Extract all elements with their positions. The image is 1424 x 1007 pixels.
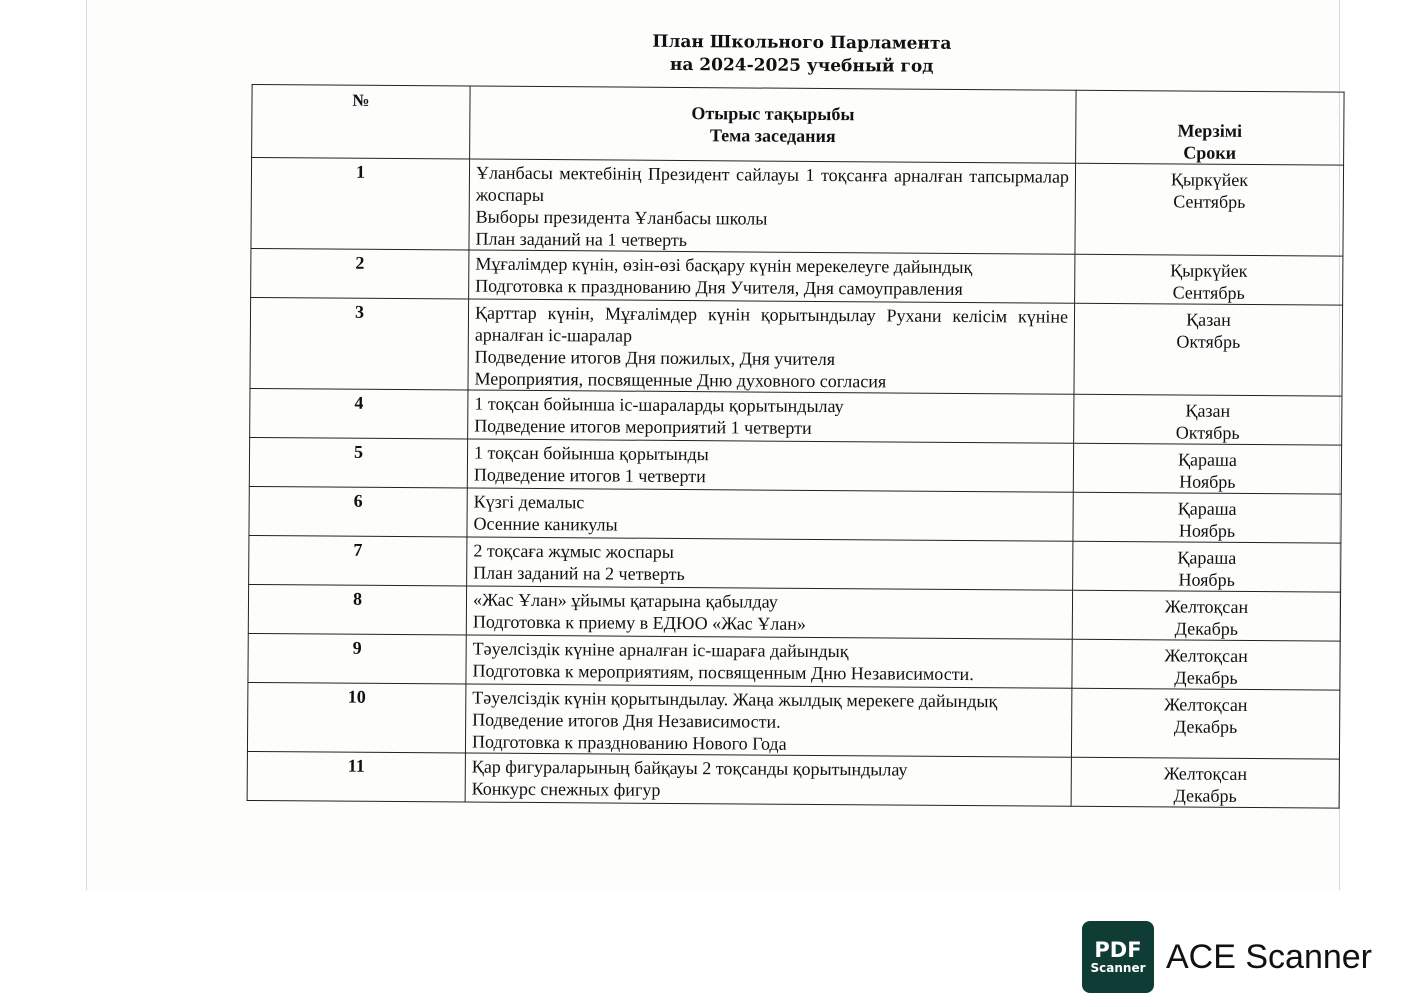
topic-line: Қар фигураларының байқауы 2 тоқсанды қорытындылау bbox=[471, 756, 908, 780]
row-number: 10 bbox=[247, 682, 465, 753]
topic-line: Подготовка к празднованию Нового Года bbox=[471, 731, 787, 754]
row-number: 11 bbox=[247, 751, 465, 802]
row-term bbox=[1075, 254, 1343, 305]
table-row bbox=[248, 584, 1340, 641]
row-topic bbox=[467, 537, 1073, 590]
topic-line: Осенние каникулы bbox=[473, 513, 618, 535]
topic-line: Подготовка к празднованию Дня Учителя, Дня самоуправления bbox=[475, 275, 963, 299]
row-term bbox=[1071, 688, 1339, 759]
term-ru: Ноябрь bbox=[1178, 520, 1236, 541]
term-kz: Желтоқсан bbox=[1164, 596, 1249, 617]
term-ru: Октябрь bbox=[1176, 331, 1241, 352]
row-number: 5 bbox=[249, 437, 467, 488]
topic-line: 1 тоқсан бойынша қорытынды bbox=[473, 442, 709, 465]
term-kz: Қараша bbox=[1178, 449, 1238, 470]
term-kz: Желтоқсан bbox=[1164, 694, 1248, 715]
row-term bbox=[1071, 757, 1339, 808]
table-row bbox=[249, 486, 1341, 543]
logo-text-pdf: PDF bbox=[1094, 938, 1142, 962]
header-topic-ru: Тема заседания bbox=[709, 125, 836, 147]
table-row bbox=[247, 751, 1339, 808]
row-term bbox=[1073, 541, 1341, 592]
row-term bbox=[1074, 303, 1343, 396]
row-number: 4 bbox=[250, 388, 468, 439]
header-topic-kz: Отырыс тақырыбы bbox=[691, 103, 855, 125]
topic-line: Подведение итогов мероприятий 1 четверти bbox=[474, 415, 812, 438]
row-term bbox=[1073, 492, 1341, 543]
topic-line: «Жас Ұлан» ұйымы қатарына қабылдау bbox=[472, 589, 778, 612]
row-number: 7 bbox=[249, 535, 467, 586]
row-topic bbox=[469, 159, 1076, 254]
row-number: 6 bbox=[249, 486, 467, 537]
table-row bbox=[251, 248, 1343, 305]
term-ru: Декабрь bbox=[1173, 785, 1237, 806]
row-number: 8 bbox=[248, 584, 466, 635]
term-kz: Қыркүйек bbox=[1170, 260, 1248, 281]
term-kz: Қазан bbox=[1185, 400, 1231, 421]
term-ru: Ноябрь bbox=[1178, 569, 1235, 590]
term-ru: Октябрь bbox=[1175, 422, 1240, 443]
term-ru: Сентябрь bbox=[1172, 282, 1245, 303]
topic-line: Ұланбасы мектебінің Президент сайлауы 1 тоқсанға арналған тапсырмалар жоспары bbox=[475, 162, 1070, 206]
document-page bbox=[247, 28, 1352, 809]
topic-line: Қарттар күнін, Мұғалімдер күнін қорытындылау Рухани келісім күніне арналған іс-шаралар bbox=[474, 302, 1069, 346]
topic-line: Выборы президента Ұланбасы школы bbox=[475, 206, 768, 229]
plan-table bbox=[247, 84, 1345, 809]
title-line-1: План Школьного Парламента bbox=[652, 31, 952, 54]
topic-line: Тәуелсіздік күнін қорытындылау. Жаңа жылдық мерекеге дайындық bbox=[472, 687, 998, 712]
table-row bbox=[250, 388, 1342, 445]
header-term-kz: Мерзімі bbox=[1177, 120, 1243, 141]
term-kz: Қараша bbox=[1177, 498, 1237, 519]
row-topic bbox=[467, 488, 1073, 541]
row-term bbox=[1072, 639, 1340, 690]
header-term bbox=[1076, 90, 1345, 165]
row-topic bbox=[467, 439, 1073, 492]
row-number: 9 bbox=[248, 633, 466, 684]
table-row bbox=[248, 633, 1340, 690]
table-row bbox=[249, 535, 1341, 592]
logo-text-scanner: Scanner bbox=[1090, 961, 1146, 975]
term-kz: Қыркүйек bbox=[1170, 169, 1249, 190]
row-term bbox=[1074, 394, 1342, 445]
topic-line: Күзгі демалыс bbox=[473, 491, 585, 513]
term-kz: Желтоқсан bbox=[1164, 645, 1248, 666]
pdf-scanner-logo bbox=[1082, 921, 1154, 993]
term-kz: Қазан bbox=[1186, 309, 1231, 330]
table-row bbox=[249, 437, 1341, 494]
topic-line: План заданий на 1 четверть bbox=[475, 228, 688, 251]
table-row bbox=[247, 682, 1339, 759]
row-topic bbox=[465, 753, 1071, 806]
row-topic bbox=[469, 250, 1075, 303]
topic-line: Подготовка к приему в ЕДЮО «Жас Ұлан» bbox=[472, 611, 807, 634]
term-ru: Декабрь bbox=[1174, 667, 1238, 688]
table-body bbox=[247, 158, 1343, 809]
topic-line: Подготовка к мероприятиям, посвященным Дню Независимости. bbox=[472, 660, 974, 685]
topic-line: План заданий на 2 четверть bbox=[473, 562, 685, 585]
header-num: № bbox=[252, 85, 471, 160]
table-row bbox=[250, 297, 1343, 396]
row-topic bbox=[466, 586, 1072, 639]
topic-line: Тәуелсіздік күніне арналған іс-шараға дайындық bbox=[472, 638, 849, 662]
term-ru: Декабрь bbox=[1174, 618, 1239, 639]
row-number: 2 bbox=[251, 248, 469, 299]
table-header-row bbox=[252, 85, 1344, 166]
term-ru: Сентябрь bbox=[1173, 191, 1246, 212]
table-row bbox=[251, 158, 1344, 257]
header-term-ru: Сроки bbox=[1183, 142, 1237, 163]
term-kz: Желтоқсан bbox=[1163, 763, 1248, 784]
header-topic bbox=[470, 86, 1076, 163]
row-term bbox=[1075, 163, 1344, 256]
row-term bbox=[1073, 443, 1341, 494]
topic-line: Мұғалімдер күнін, өзін-өзі басқару күнін мерекелеуге дайындық bbox=[475, 253, 973, 278]
row-topic bbox=[465, 684, 1071, 757]
scanned-page bbox=[86, 0, 1340, 890]
topic-line: Конкурс снежных фигур bbox=[471, 778, 661, 800]
brand-name: ACE Scanner bbox=[1166, 937, 1372, 976]
term-kz: Қараша bbox=[1177, 547, 1237, 568]
topic-line: Мероприятия, посвященные Дню духовного согласия bbox=[474, 368, 887, 392]
row-term bbox=[1072, 590, 1340, 641]
topic-line: 1 тоқсан бойынша іс-шараларды қорытындылау bbox=[474, 393, 844, 417]
row-number: 3 bbox=[250, 297, 469, 390]
topic-line: 2 тоқсаға жұмыс жоспары bbox=[473, 540, 674, 562]
scanner-watermark bbox=[1082, 921, 1372, 993]
row-topic bbox=[466, 635, 1072, 688]
row-number: 1 bbox=[251, 158, 470, 251]
term-ru: Декабрь bbox=[1173, 716, 1238, 737]
title-line-2: на 2024-2025 учебный год bbox=[669, 54, 934, 77]
row-topic bbox=[468, 390, 1074, 443]
row-topic bbox=[468, 299, 1075, 394]
topic-line: Подведение итогов Дня Независимости. bbox=[472, 709, 781, 732]
term-ru: Ноябрь bbox=[1179, 471, 1236, 492]
topic-line: Подведение итогов 1 четверти bbox=[473, 464, 706, 487]
document-title bbox=[252, 28, 1352, 82]
topic-line: Подведение итогов Дня пожилых, Дня учителя bbox=[474, 346, 836, 370]
